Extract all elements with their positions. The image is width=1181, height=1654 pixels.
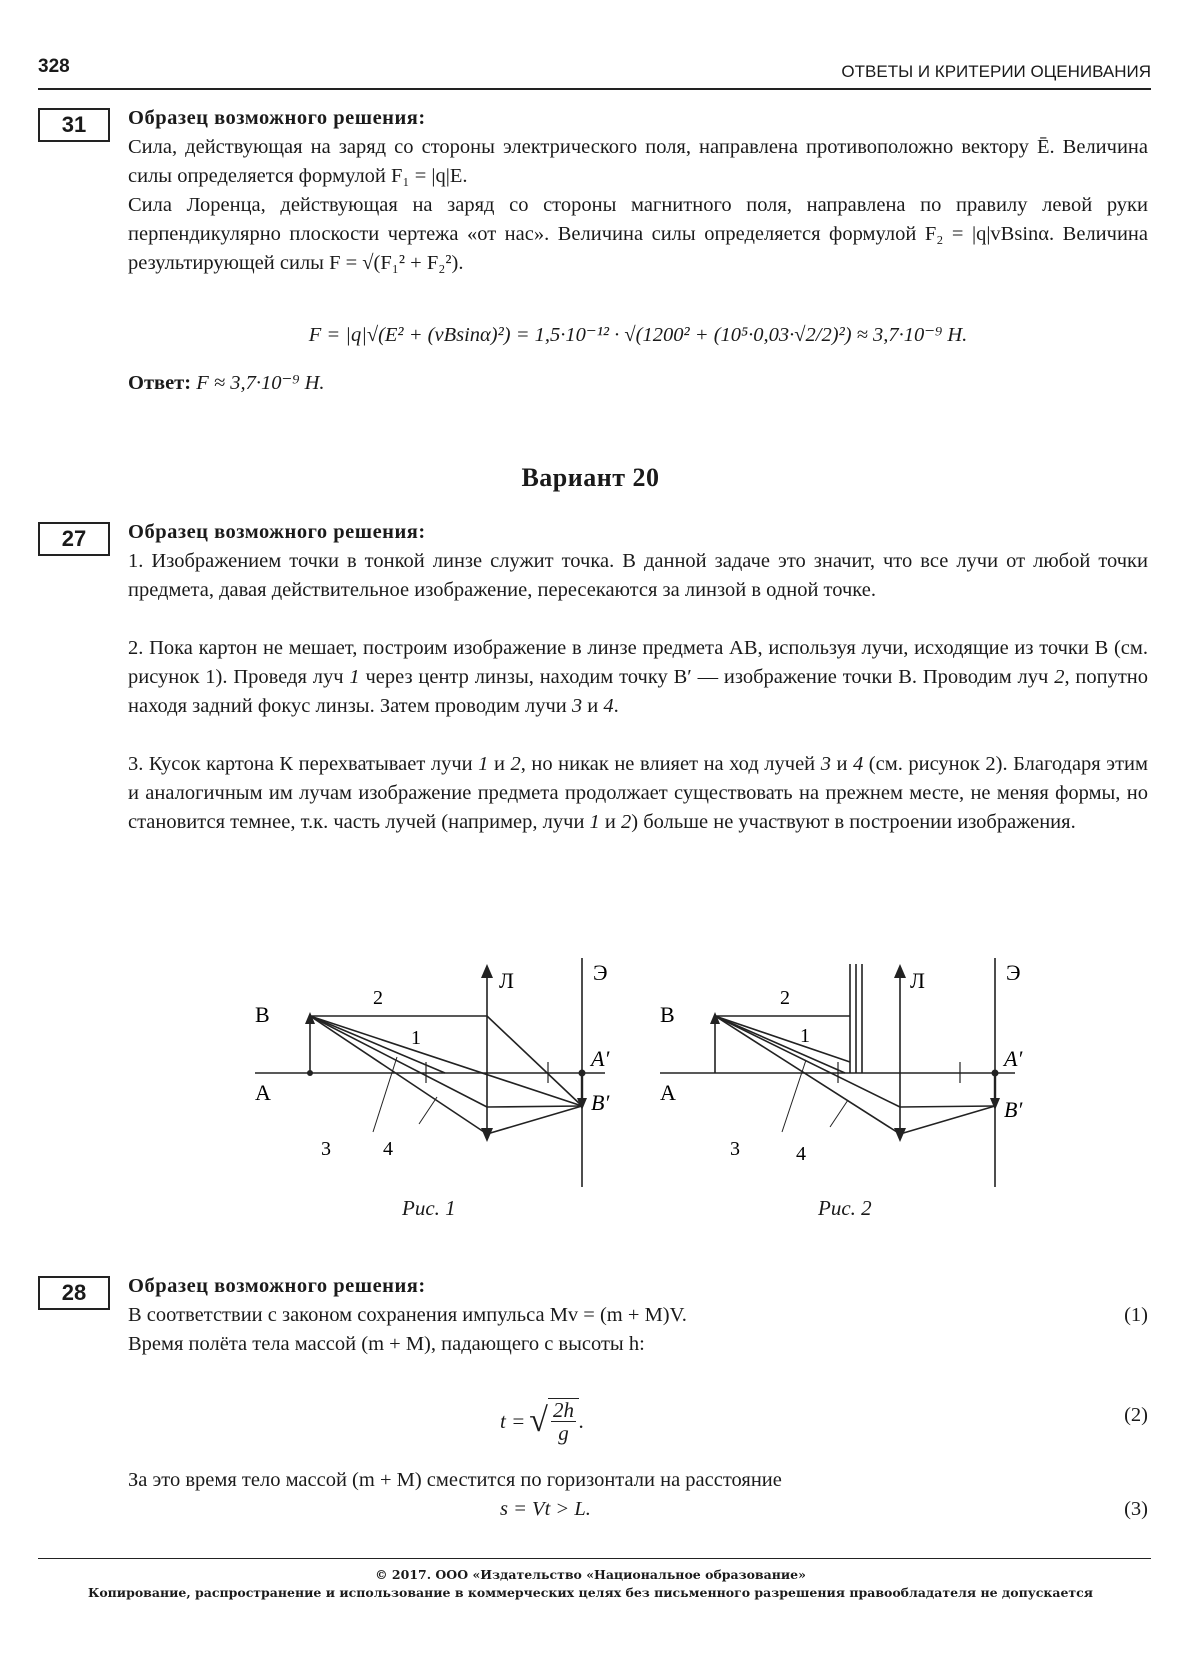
- q31-heading: Образец возможного решения:: [128, 107, 426, 129]
- q27-paragraph-1: 1. Изображением точки в тонкой линзе служит точка. В данной задаче это значит, что все лучи от любой точки предмета, давая действительное изображение, пересекаются за линзой в одной точке.: [128, 550, 1148, 601]
- footer-rule: [38, 1558, 1151, 1559]
- q27-heading: Образец возможного решения:: [128, 521, 426, 543]
- q31-formula-text: F = |q|√(E² + (vBsinα)²) = 1,5·10⁻¹² · √(1200² + (10⁵·0,03·√2/2)²) ≈ 3,7·10⁻⁹ Н.: [308, 324, 968, 346]
- q28-formula-3-line: [128, 1495, 1148, 1524]
- question-28-number: 28: [61, 1280, 87, 1305]
- question-27-number-box: [38, 522, 110, 556]
- fig2-lens-top-arrowhead: [894, 964, 906, 978]
- fig2-ray-4-b: [900, 1106, 995, 1134]
- fig2-ray-3-b: [900, 1106, 995, 1107]
- fig1-label-a: A: [255, 1080, 271, 1105]
- q28-formula-3: s = Vt > L.: [500, 1498, 591, 1520]
- q28-formula-2-numerator: 2h: [552, 1398, 574, 1422]
- fig1-leader-3: [373, 1057, 397, 1132]
- fig2-label-ray-4: 4: [796, 1143, 806, 1165]
- fig1-ray-4-b: [487, 1106, 582, 1134]
- question-31-solution: [128, 104, 1148, 278]
- figure-1-caption: Рис. 1: [402, 1196, 456, 1220]
- fig1-ray-4-a: [310, 1016, 487, 1134]
- fig1-ray-3-a: [310, 1016, 487, 1107]
- fig2-leader-3: [782, 1060, 806, 1132]
- fig2-lens-bottom-arrowhead: [894, 1128, 906, 1142]
- q28-eq-1-number: (1): [1124, 1304, 1148, 1326]
- q31-paragraph-2: Сила Лоренца, действующая на заряд со стороны магнитного поля, направлена по правилу левой руки перпендикулярно плоскости чертежа «от нас». Величина силы определяется формулой F₂ = |q|vBsinα. Величина результирующей силы F = √(F₁² + F₂²).: [128, 194, 1148, 274]
- fig1-label-ray-2: 2: [373, 987, 383, 1009]
- fig1-point-a1: [579, 1070, 586, 1077]
- fig2-label-ray-3: 3: [730, 1138, 740, 1160]
- question-28-solution: [128, 1272, 1148, 1359]
- figure-1: [255, 952, 615, 1212]
- fig1-ray-3-b: [487, 1106, 582, 1107]
- q28-eq-3-number: (3): [1124, 1498, 1148, 1520]
- fig2-label-ray-1: 1: [800, 1025, 810, 1047]
- question-27-number: 27: [61, 526, 87, 551]
- variant-title: Вариант 20: [521, 463, 660, 492]
- fig1-lens-top-arrowhead: [481, 964, 493, 978]
- fig2-label-lens: Л: [910, 968, 925, 993]
- fig2-label-b: B: [660, 1002, 675, 1027]
- q28-line-3: За это время тело массой (m + M) сместится по горизонтали на расстояние: [128, 1469, 782, 1491]
- q31-answer-value: F ≈ 3,7·10⁻⁹ Н.: [196, 372, 325, 394]
- q28-heading: Образец возможного решения:: [128, 1275, 426, 1297]
- fig1-label-lens: Л: [499, 968, 514, 993]
- q28-sqrt-sign: √: [529, 1402, 548, 1439]
- fig1-ray-extra: [310, 1016, 445, 1073]
- figure-2: [660, 952, 1040, 1212]
- fig2-label-b1: B′: [1004, 1097, 1023, 1122]
- fig1-point-a: [307, 1070, 313, 1076]
- question-28-number-box: [38, 1276, 110, 1310]
- fig2-label-screen: Э: [1006, 960, 1021, 985]
- question-31-number: 31: [61, 112, 87, 137]
- fig2-ray-1-blocked: [715, 1016, 850, 1062]
- q27-paragraph-2: 2. Пока картон не мешает, построим изображение в линзе предмета AB, используя лучи, исходящие из точки B (см. рисунок 1). Проведя луч 1 через центр линзы, находим точку B′ — изображение точки B. Проводим луч 2, попутно находя задний фокус линзы. Затем проводим лучи 3 и 4.: [128, 637, 1149, 717]
- fig1-leader-4: [419, 1097, 437, 1124]
- fig1-label-ray-1: 1: [411, 1027, 421, 1049]
- q28-line-3-block: [128, 1466, 1148, 1524]
- fig1-label-b: B: [255, 1002, 270, 1027]
- fig2-image-arrowhead: [990, 1098, 1000, 1110]
- footer-copyright: © 2017. ООО «Издательство «Национальное образование»: [375, 1567, 806, 1582]
- q31-answer: [128, 370, 325, 395]
- fig1-label-ray-3: 3: [321, 1138, 331, 1160]
- fig1-label-b1: B′: [591, 1090, 610, 1115]
- q28-formula-2: t = √ $\frac{2h}{g}$ . (2): [500, 1398, 1148, 1445]
- q28-line-2: Время полёта тела массой (m + M), падающего с высоты h:: [128, 1333, 645, 1355]
- fig2-ray-extra: [715, 1016, 845, 1073]
- fig2-point-a1: [992, 1070, 999, 1077]
- running-header-title: ОТВЕТЫ И КРИТЕРИИ ОЦЕНИВАНИЯ: [841, 62, 1151, 81]
- fig1-label-a1: A′: [591, 1046, 610, 1071]
- fig1-label-screen: Э: [593, 960, 608, 985]
- fig2-leader-4: [830, 1100, 848, 1127]
- fig2-label-a: A: [660, 1080, 676, 1105]
- q31-formula: [128, 322, 1148, 347]
- q28-line-1: В соответствии с законом сохранения импульса Mv = (m + M)V. (1): [128, 1301, 1148, 1330]
- fig1-ray-2-b: [487, 1016, 582, 1106]
- question-27-solution: [128, 518, 1148, 837]
- q28-formula-2-denominator: g: [558, 1421, 569, 1445]
- fig2-label-ray-2: 2: [780, 987, 790, 1009]
- q31-paragraph-1: Сила, действующая на заряд со стороны электрического поля, направлена противоположно вектору Ē. Величина силы определяется формулой F₁ = |q|E.: [128, 136, 1148, 187]
- fig2-cardboard: [850, 964, 862, 1073]
- figure-2-caption: Рис. 2: [818, 1196, 872, 1220]
- fig1-lens-bottom-arrowhead: [481, 1128, 493, 1142]
- q28-eq-2-number: (2): [1124, 1404, 1148, 1426]
- fig2-label-a1: A′: [1004, 1046, 1023, 1071]
- q27-paragraph-3: 3. Кусок картона К перехватывает лучи 1 и 2, но никак не влияет на ход лучей 3 и 4 (см. рисунок 2). Благодаря этим и аналогичным им лучам изображение предмета продолжает существовать на прежнем месте, не меняя формы, но становится темнее, т.к. часть лучей (например, лучи 1 и 2) больше не участвуют в построении изображения.: [128, 753, 1148, 833]
- footer-notice: Копирование, распространение и использование в коммерческих целях без письменного разрешения правообладателя не допускается: [87, 1585, 1094, 1600]
- fig1-label-ray-4: 4: [383, 1138, 393, 1160]
- question-31-number-box: [38, 108, 110, 142]
- page-number: 328: [38, 56, 70, 77]
- q31-answer-label: Ответ:: [128, 372, 192, 394]
- fig1-ray-1: [310, 1016, 582, 1106]
- q28-formula-2-lhs: t =: [500, 1408, 526, 1433]
- header-rule: [38, 88, 1151, 90]
